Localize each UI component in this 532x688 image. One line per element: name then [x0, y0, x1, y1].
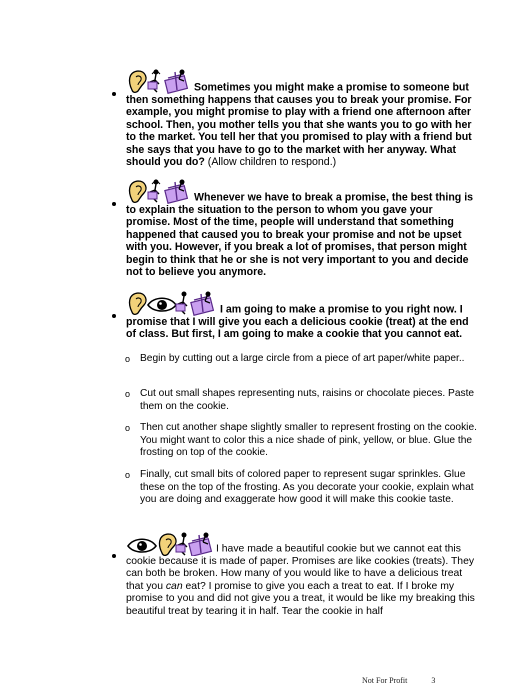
ear-icon	[160, 534, 176, 555]
bullet-paragraph	[126, 178, 476, 278]
girl-with-gift-icon	[148, 180, 160, 203]
sub-list-marker: o	[125, 389, 131, 399]
sub-list-text: Cut out small shapes representing nuts, raisins or chocolate pieces. Paste them on the cookie.	[140, 388, 475, 412]
clipart-group	[126, 532, 214, 556]
ear-icon	[130, 293, 146, 314]
sub-list-item	[125, 388, 480, 413]
bullet-marker	[112, 314, 116, 318]
sub-list-item	[125, 469, 480, 507]
bullet-text: Whenever we have to break a promise, the best thing is to explain the situation to the person to whom you gave your promise. Most of the time, people will understand that something happened that caused you to break your promise and not be upset with you. However, if you break a lot of promises, that person might begin to think that he or she is not very important to you and decide not to believe you anymore.	[126, 191, 474, 279]
bullet-paragraph	[126, 68, 476, 168]
sub-list-marker: o	[125, 423, 131, 433]
girl-with-gift-icon	[176, 292, 187, 315]
eye-icon	[128, 539, 156, 552]
footer-text: Not For Profit	[362, 676, 408, 685]
bullet-text: eat? I promise to give you each a treat to eat. If I broke my promise to you and did not give you a treat, it would be like my breaking this beautiful treat by tearing it in half. Tear the cookie in half	[126, 580, 475, 617]
page-number: 3	[431, 676, 436, 685]
gift-icon	[189, 533, 212, 557]
ear-icon	[130, 181, 146, 202]
gift-icon	[165, 180, 188, 204]
girl-with-gift-icon	[148, 70, 160, 93]
sub-list-item	[125, 422, 480, 460]
clipart-group	[126, 68, 192, 94]
sub-list-marker: o	[125, 470, 131, 480]
sub-list-text: Begin by cutting out a large circle from a piece of art paper/white paper..	[140, 353, 465, 364]
bullet-marker	[112, 92, 116, 96]
gift-icon	[165, 70, 188, 94]
girl-with-gift-icon	[176, 533, 187, 556]
bullet-text: I have made a beautiful cookie but we cannot eat this cookie because it is made of paper. Promises are like cookies (treats). They can both be broken. How many of you would like to have a delicious treat that you	[126, 543, 475, 592]
bullet-note: (Allow children to respond.)	[204, 156, 337, 169]
eye-icon	[148, 298, 176, 311]
bullet-text-emphasis: can	[165, 580, 183, 592]
bullet-marker	[112, 202, 116, 206]
sub-list-text: Then cut another shape slightly smaller to represent frosting on the cookie. You might want to color this a nice shade of pink, yellow, or blue. Glue the frosting on top of the cookie.	[140, 422, 477, 459]
clipart-group	[126, 290, 218, 316]
clipart-group	[126, 178, 192, 204]
sub-list-item	[125, 353, 480, 366]
bullet-text: I am going to make a promise to you right now. I promise that I will give you each a delicious cookie (treat) at the end of class. But first, I am going to make a cookie that you cannot eat.	[126, 303, 469, 341]
ear-icon	[130, 71, 146, 92]
sub-list-text: Finally, cut small bits of colored paper to represent sugar sprinkles. Glue these on the top of the frosting. As you decorate your cookie, explain what you are doing and exaggerate how good it will make this cookie taste.	[140, 469, 474, 506]
bullet-marker	[112, 554, 116, 558]
gift-icon	[191, 292, 214, 316]
bullet-text: Sometimes you might make a promise to someone but then something happens that causes you to break your promise. For example, you might promise to play with a friend one afternoon after school. Then, you mother tells you that she wants you to go with her to the market. You tell her that you promised to play with a friend but she says that you have to go to the market with her anyway. What should you do?	[126, 81, 472, 169]
bullet-paragraph	[126, 532, 476, 618]
bullet-paragraph	[126, 290, 476, 341]
page-footer	[362, 676, 435, 685]
sub-list-marker: o	[125, 354, 131, 364]
